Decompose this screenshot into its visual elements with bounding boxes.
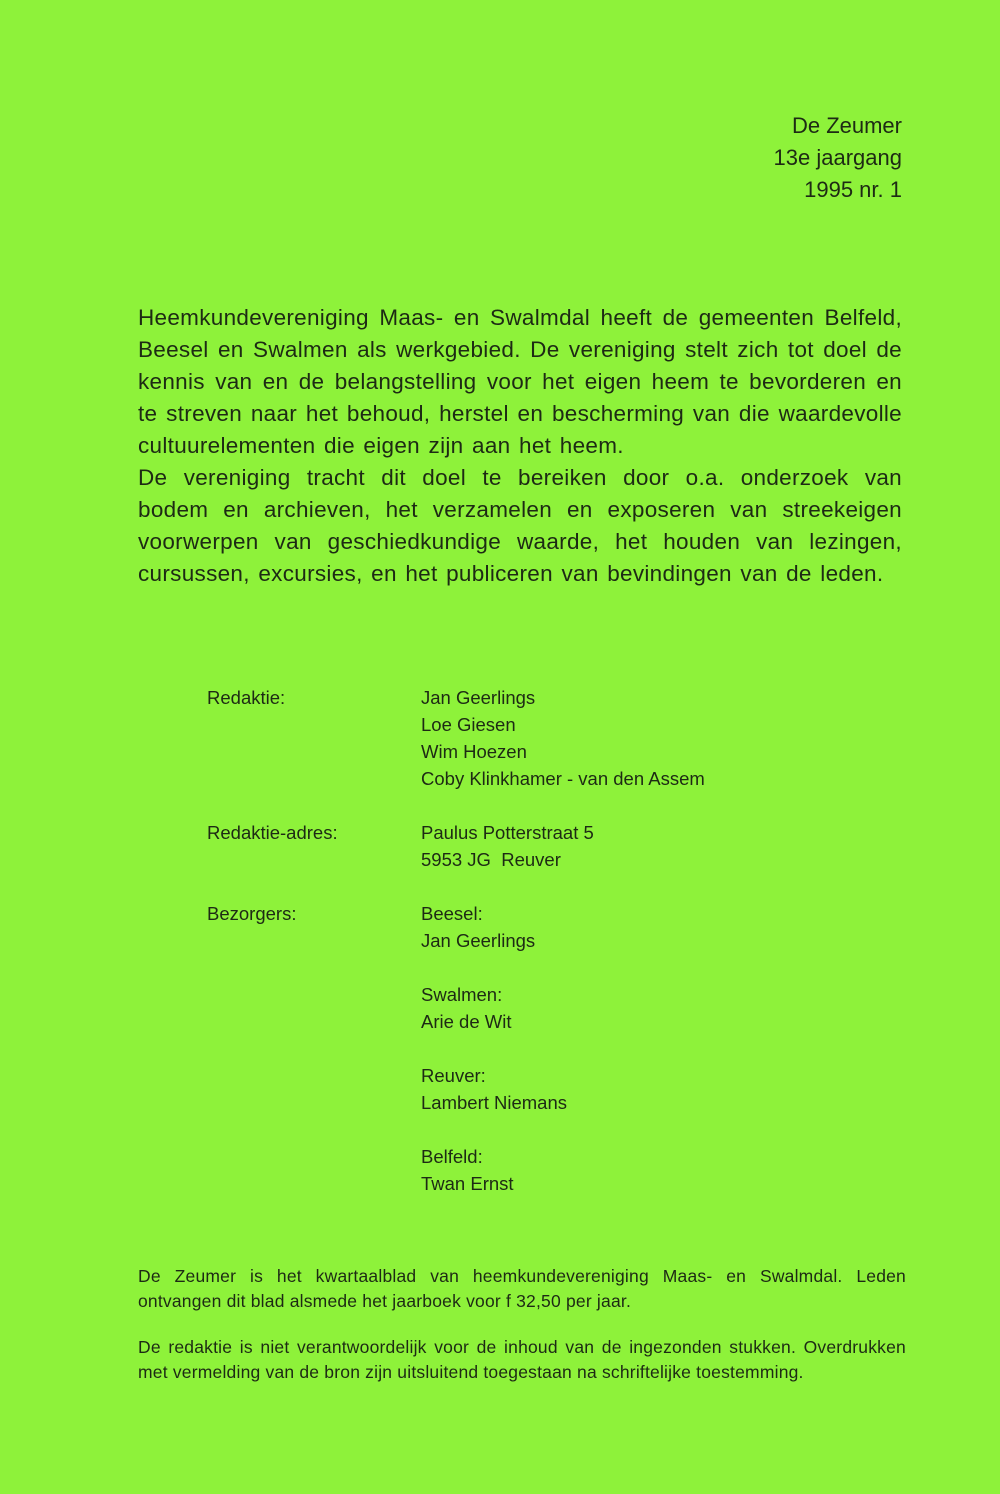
bezorger-entry	[421, 900, 567, 954]
bezorger-place: Belfeld:	[421, 1146, 483, 1167]
intro-paragraph-1: Heemkundevereniging Maas- en Swalmdal heeft de gemeenten Belfeld, Beesel en Swalmen als werkgebied. De vereniging stelt zich tot doel de kennis van en de belangstelling voor het eigen heem te bevorderen en te streven naar het behoud, herstel en bescherming van die waardevolle cultuurelementen die eigen zijn aan het heem.	[138, 305, 902, 458]
adres-postal: 5953 JG Reuver	[421, 849, 561, 870]
volume-label: 13e jaargang	[773, 145, 902, 170]
adres-street: Paulus Potterstraat 5	[421, 822, 594, 843]
bezorger-place: Beesel:	[421, 903, 483, 924]
bezorgers-row	[207, 900, 827, 1197]
disclaimer-note: De redaktie is niet verantwoordelijk voor de inhoud van de ingezonden stukken. Overdrukken met vermelding van de bron zijn uitsluitend toegestaan na schriftelijke toestemming.	[138, 1337, 906, 1382]
bezorger-name: Arie de Wit	[421, 1011, 512, 1032]
footer-notes	[138, 1264, 906, 1406]
intro-paragraph-2: De vereniging tracht dit doel te bereiken door o.a. onderzoek van bodem en archieven, het verzamelen en exposeren van streekeigen voorwerpen van geschiedkundige waarde, het houden van lezingen, cursussen, excursies, en het publiceren van bevindingen van de leden.	[138, 465, 902, 586]
bezorger-entry	[421, 1143, 567, 1197]
redaktie-list	[421, 684, 705, 792]
issue-label: 1995 nr. 1	[804, 177, 902, 202]
redaktie-member: Loe Giesen	[421, 714, 516, 735]
bezorger-place: Swalmen:	[421, 984, 503, 1005]
redaktie-row	[207, 684, 827, 792]
bezorger-entry	[421, 981, 567, 1035]
colophon	[207, 684, 827, 1197]
publication-title: De Zeumer	[791, 113, 902, 138]
adres-row	[207, 819, 827, 873]
bezorger-name: Lambert Niemans	[421, 1092, 568, 1113]
redaktie-member: Wim Hoezen	[421, 741, 527, 762]
bezorger-place: Reuver:	[421, 1065, 486, 1086]
adres-label: Redaktie-adres:	[207, 822, 338, 843]
redaktie-member: Coby Klinkhamer - van den Assem	[421, 768, 705, 789]
membership-note: De Zeumer is het kwartaalblad van heemkundevereniging Maas- en Swalmdal. Leden ontvangen dit blad alsmede het jaarboek voor f 32,50 per jaar.	[138, 1266, 906, 1311]
redaktie-member: Jan Geerlings	[421, 687, 536, 708]
bezorgers-list	[421, 900, 567, 1197]
bezorger-entry	[421, 1062, 567, 1116]
masthead	[774, 110, 902, 206]
bezorger-name: Twan Ernst	[421, 1173, 514, 1194]
adres-lines	[421, 819, 594, 873]
intro-text	[138, 302, 902, 590]
bezorgers-label: Bezorgers:	[207, 903, 297, 924]
bezorger-name: Jan Geerlings	[421, 930, 536, 951]
redaktie-label: Redaktie:	[207, 687, 286, 708]
